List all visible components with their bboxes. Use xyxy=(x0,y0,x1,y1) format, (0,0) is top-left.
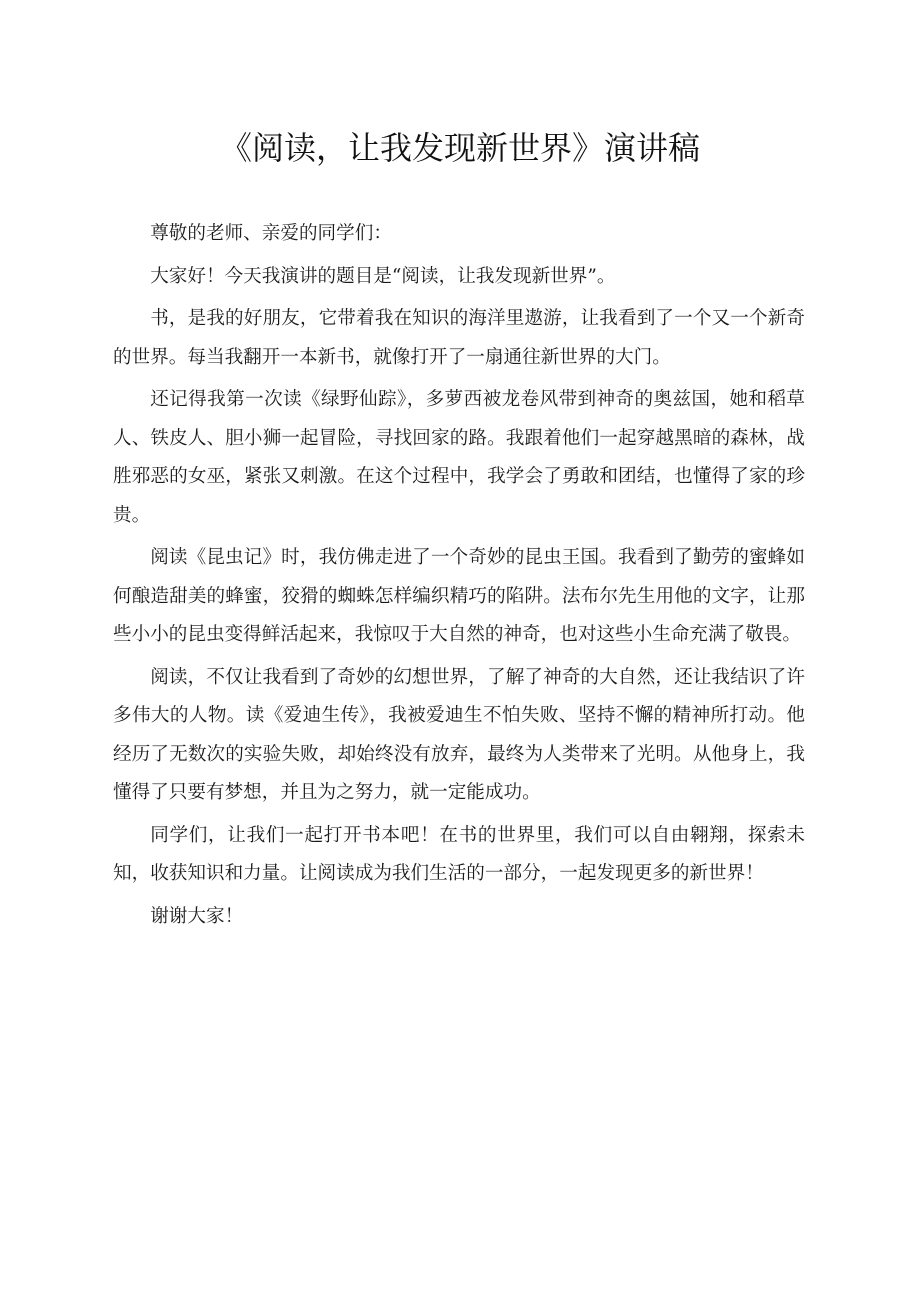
salutation-paragraph: 尊敬的老师、亲爱的同学们： xyxy=(150,223,392,244)
greeting-paragraph: 大家好！今天我演讲的题目是“阅读，让我发现新世界”。 xyxy=(150,265,616,287)
closing-paragraph: 谢谢大家！ xyxy=(150,905,244,927)
body-paragraph: 阅读《昆虫记》时，我仿佛走进了一个奇妙的昆虫王国。我看到了勤劳的蜜蜂如何酿造甜美的蜂蜜，狡猾的蜘蛛怎样编织精巧的陷阱。法布尔先生用他的文字，让那些小小的昆虫变得鲜活起来，我惊叹于大自然的神奇，也对这些小生命充满了敬畏。 xyxy=(113,547,805,645)
body-paragraph: 还记得我第一次读《绿野仙踪》，多萝西被龙卷风带到神奇的奥兹国，她和稻草人、铁皮人、胆小狮一起冒险，寻找回家的路。我跟着他们一起穿越黑暗的森林，战胜邪恶的女巫，紧张又刺激。在这个过程中，我学会了勇敢和团结，也懂得了家的珍贵。 xyxy=(113,389,805,526)
body-paragraph: 同学们，让我们一起打开书本吧！在书的世界里，我们可以自由翱翔，探索未知，收获知识和力量。让阅读成为我们生活的一部分，一起发现更多的新世界！ xyxy=(113,824,805,884)
body-paragraph: 书，是我的好朋友，它带着我在知识的海洋里遨游，让我看到了一个又一个新奇的世界。每当我翻开一本新书，就像打开了一扇通往新世界的大门。 xyxy=(113,308,805,368)
document-body xyxy=(113,215,805,940)
body-paragraph: 阅读，不仅让我看到了奇妙的幻想世界，了解了神奇的大自然，还让我结识了许多伟大的人物。读《爱迪生传》，我被爱迪生不怕失败、坚持不懈的精神所打动。他经历了无数次的实验失败，却始终没有放弃，最终为人类带来了光明。从他身上，我懂得了只要有梦想，并且为之努力，就一定能成功。 xyxy=(113,666,805,803)
document-title: 《阅读，让我发现新世界》演讲稿 xyxy=(219,129,700,167)
